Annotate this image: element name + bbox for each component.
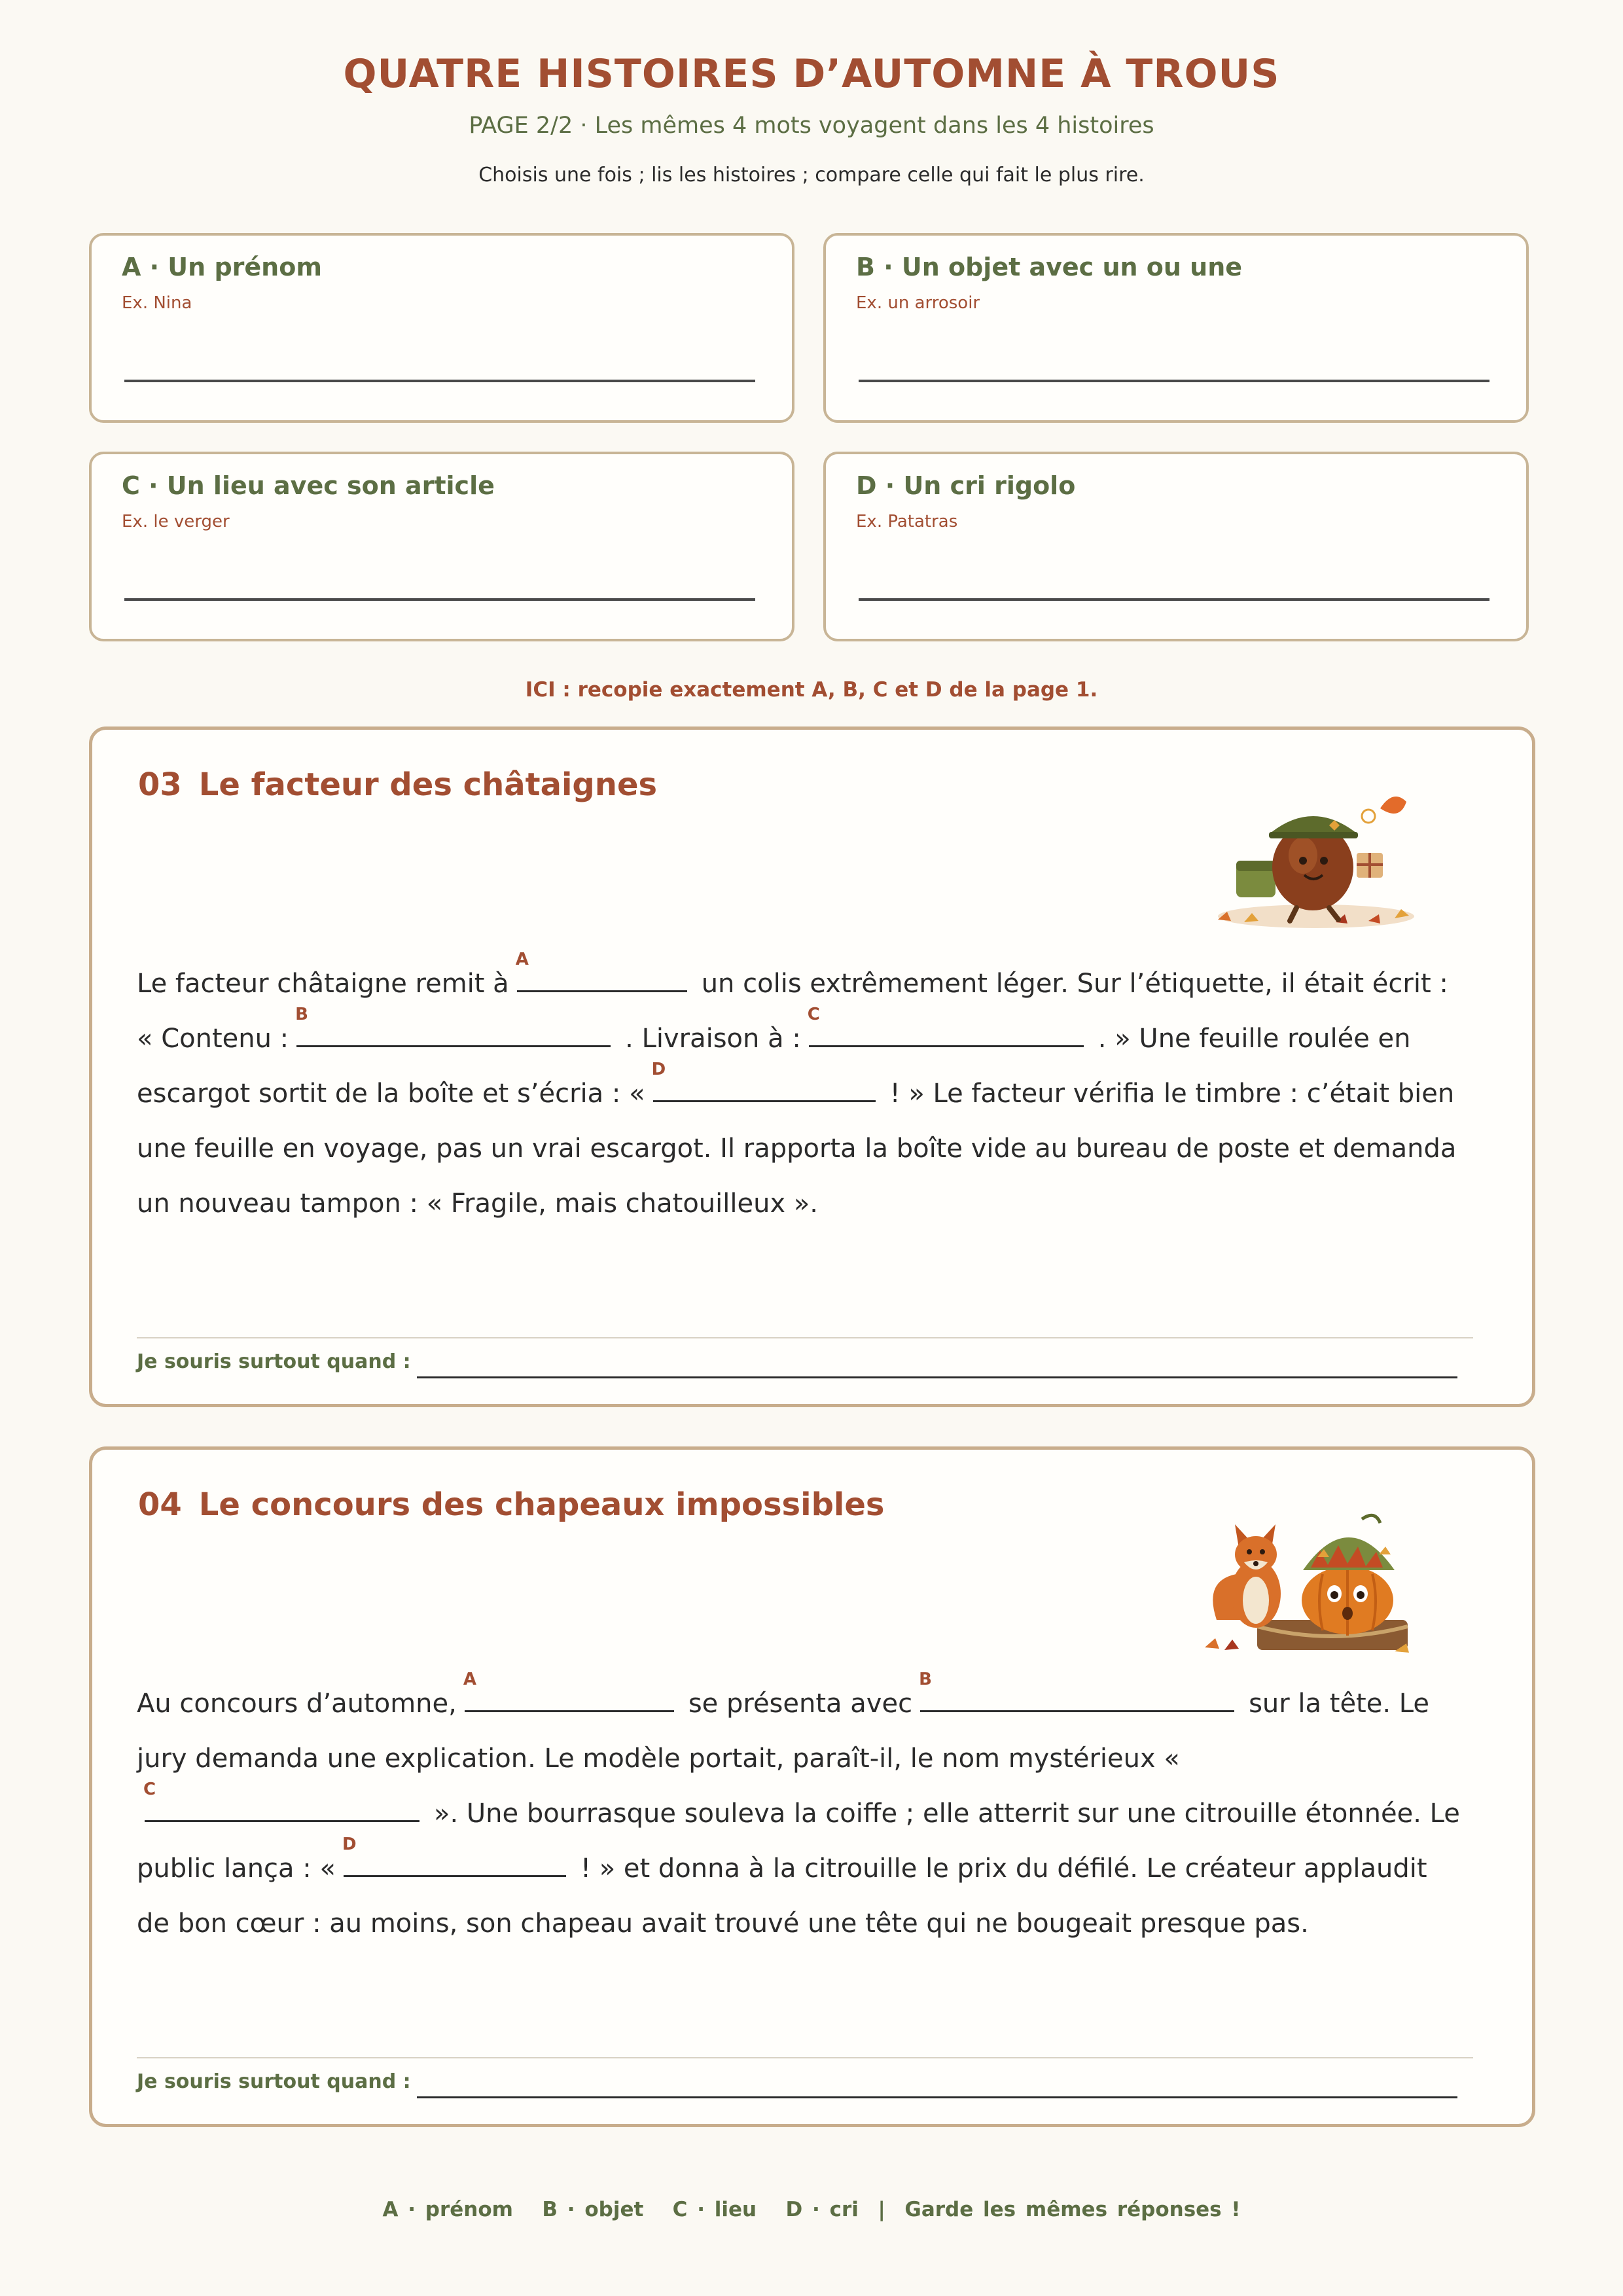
story-number: 04 xyxy=(138,1486,182,1523)
blank-b[interactable] xyxy=(295,1005,611,1047)
blank-letter: A xyxy=(463,1670,476,1689)
story-segment: ». Une bourrasque souleva la coiffe ; elle atterrit sur une citrouille étonnée. Le public lança : « xyxy=(137,1799,1460,1884)
blank-c[interactable] xyxy=(807,1005,1084,1047)
story-title-text: Le concours des chapeaux impossibles xyxy=(198,1486,885,1523)
word-box-example: Ex. un arrosoir xyxy=(856,293,980,313)
smile-answer-line[interactable] xyxy=(417,2096,1457,2098)
blank-letter: C xyxy=(807,1005,820,1024)
word-box-b xyxy=(823,233,1529,423)
blank-letter: B xyxy=(919,1670,932,1689)
story-segment: se présenta avec xyxy=(688,1689,913,1719)
divider xyxy=(137,1337,1473,1338)
story-text xyxy=(137,950,1465,1231)
story-number: 03 xyxy=(138,766,182,803)
blank-c[interactable] xyxy=(143,1780,419,1822)
story-card-03 xyxy=(89,726,1535,1407)
blank-letter: A xyxy=(515,950,529,969)
word-d-input-line[interactable] xyxy=(859,598,1489,601)
page-title: QUATRE HISTOIRES D’AUTOMNE À TROUS xyxy=(343,51,1280,97)
story-card-04 xyxy=(89,1446,1535,2127)
story-text xyxy=(137,1670,1465,1951)
word-box-title: B · Un objet avec un ou une xyxy=(856,253,1243,281)
blank-a[interactable] xyxy=(515,950,687,992)
blank-letter: D xyxy=(342,1835,357,1854)
blank-letter: B xyxy=(295,1005,308,1024)
blank-b[interactable] xyxy=(919,1670,1234,1712)
story-segment: . Livraison à : xyxy=(625,1024,801,1054)
story-segment: sur la tête. Le jury demanda une explication. Le modèle portait, paraît-il, le nom mystérieux « xyxy=(137,1689,1429,1774)
word-box-d xyxy=(823,452,1529,641)
footer-legend: A · prénom B · objet C · lieu D · cri | Garde les mêmes réponses ! xyxy=(382,2198,1241,2221)
chestnut-postman-icon xyxy=(1205,782,1427,933)
word-box-example: Ex. Patatras xyxy=(856,512,958,531)
blank-d[interactable] xyxy=(342,1835,566,1877)
word-box-title: D · Un cri rigolo xyxy=(856,471,1076,500)
word-c-input-line[interactable] xyxy=(124,598,755,601)
story-segment: ! » Le facteur vérifia le timbre : c’était bien une feuille en voyage, pas un vrai escargot. Il rapporta la boîte vide au bureau de poste et demanda un nouveau tampon : « Fragile, mais chatouilleux ». xyxy=(137,1079,1457,1219)
word-box-title: A · Un prénom xyxy=(122,253,322,281)
word-box-a xyxy=(89,233,794,423)
blank-a[interactable] xyxy=(463,1670,674,1712)
story-title-text: Le facteur des châtaignes xyxy=(198,766,658,803)
blank-letter: C xyxy=(143,1780,156,1799)
story-segment: un colis extrêmement léger. Sur l’étiquette, il était écrit : « Contenu : xyxy=(137,969,1448,1054)
story-title xyxy=(138,766,657,803)
word-box-example: Ex. le verger xyxy=(122,512,230,531)
instructions: Choisis une fois ; lis les histoires ; compare celle qui fait le plus rire. xyxy=(478,164,1145,187)
word-a-input-line[interactable] xyxy=(124,380,755,382)
smile-label: Je souris surtout quand : xyxy=(137,2070,411,2093)
word-box-c xyxy=(89,452,794,641)
copy-notice: ICI : recopie exactement A, B, C et D de la page 1. xyxy=(525,678,1098,702)
smile-answer-line[interactable] xyxy=(417,1376,1457,1378)
story-segment: . » Une feuille roulée en escargot sortit de la boîte et s’écria : « xyxy=(137,1024,1411,1109)
fox-and-pumpkin-icon xyxy=(1198,1502,1434,1659)
story-title xyxy=(138,1486,885,1523)
blank-d[interactable] xyxy=(651,1060,876,1102)
story-segment: Au concours d’automne, xyxy=(137,1689,457,1719)
blank-letter: D xyxy=(651,1060,666,1079)
story-segment: ! » et donna à la citrouille le prix du défilé. Le créateur applaudit de bon cœur : au moins, son chapeau avait trouvé une tête qui ne bougeait presque pas. xyxy=(137,1854,1427,1939)
word-box-example: Ex. Nina xyxy=(122,293,192,313)
divider xyxy=(137,2057,1473,2058)
smile-label: Je souris surtout quand : xyxy=(137,1350,411,1373)
word-b-input-line[interactable] xyxy=(859,380,1489,382)
word-box-title: C · Un lieu avec son article xyxy=(122,471,495,500)
page-subtitle: PAGE 2/2 · Les mêmes 4 mots voyagent dans les 4 histoires xyxy=(469,113,1154,139)
story-segment: Le facteur châtaigne remit à xyxy=(137,969,509,999)
